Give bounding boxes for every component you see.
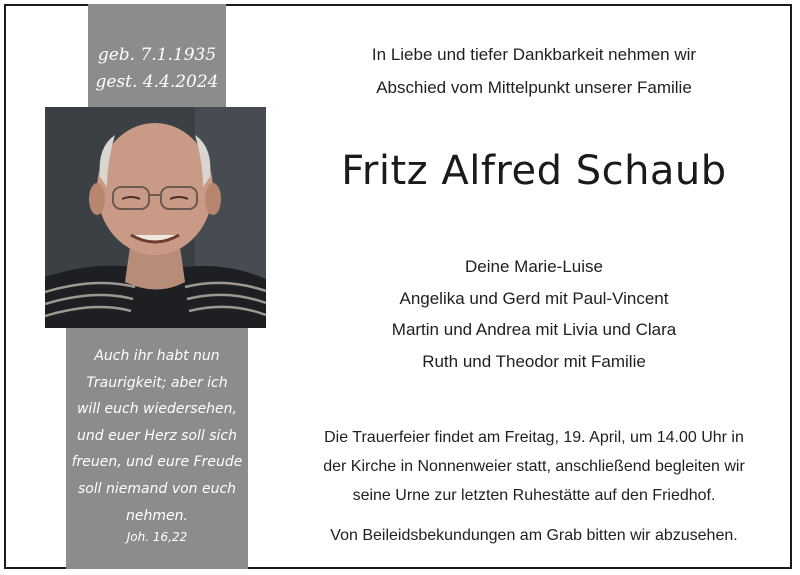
verse-line: nehmen. (126, 507, 188, 524)
portrait-photo (45, 107, 266, 328)
service-line: seine Urne zur letzten Ruhestätte auf den Friedhof. (352, 487, 716, 504)
verse-line: will euch wiedersehen, (76, 401, 237, 418)
birth-date: geb. 7.1.1935 (97, 45, 217, 65)
verse-source: Joh. 16,22 (126, 530, 188, 544)
bible-verse (66, 343, 248, 529)
family-line: Ruth und Theodor mit Familie (422, 351, 646, 371)
family-line: Martin und Andrea mit Livia und Clara (391, 320, 677, 339)
intro-line: In Liebe und tiefer Dankbarkeit nehmen wir (371, 45, 697, 64)
intro-text (300, 38, 768, 104)
family-line: Angelika und Gerd mit Paul-Vincent (399, 288, 669, 308)
verse-line: Traurigkeit; aber ich (86, 374, 228, 391)
family-members (300, 251, 768, 377)
life-dates (88, 42, 226, 96)
deceased-name: Fritz Alfred Schaub (341, 148, 727, 194)
family-line: Deine Marie-Luise (465, 257, 603, 276)
closing-note: Von Beileidsbekundungen am Grab bitten wir abzusehen. (330, 527, 738, 544)
verse-line: freuen, und eure Freude (71, 454, 243, 471)
verse-line: soll niemand von euch (77, 480, 237, 497)
verse-line: und euer Herz soll sich (77, 427, 237, 444)
service-line: Die Trauerfeier findet am Freitag, 19. April, um 14.00 Uhr in (324, 429, 744, 446)
funeral-service-info (280, 423, 788, 510)
death-date: gest. 4.4.2024 (95, 72, 219, 92)
verse-line: Auch ihr habt nun (94, 348, 220, 364)
service-line: der Kirche in Nonnenweier statt, anschließend begleiten wir (323, 458, 745, 475)
intro-line: Abschied vom Mittelpunkt unserer Familie (376, 78, 692, 97)
